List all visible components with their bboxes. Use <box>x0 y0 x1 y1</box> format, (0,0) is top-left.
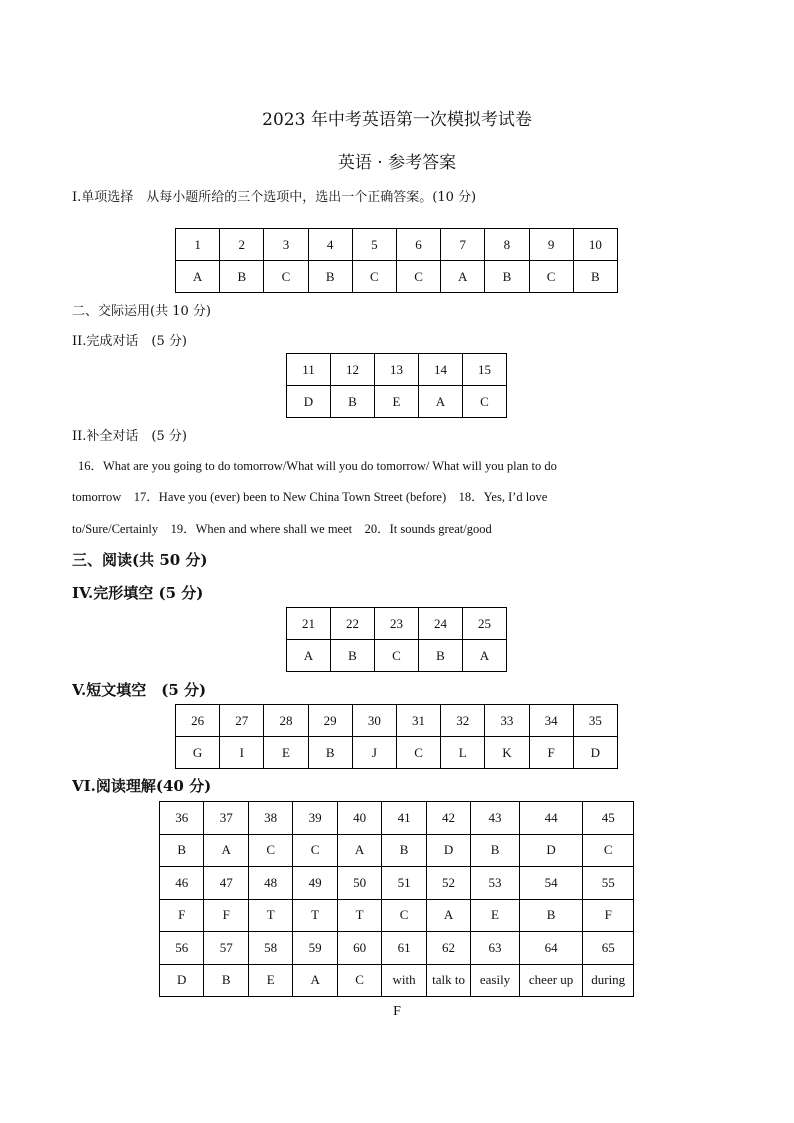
table-cell: 34 <box>529 705 573 737</box>
section2a-heading: II.完成对话 (5 分) <box>72 334 187 349</box>
table-cell: A <box>287 640 331 672</box>
table-cell: F <box>204 899 248 932</box>
table-cell: 59 <box>293 932 337 965</box>
table-cell: 5 <box>352 229 396 261</box>
table-cell: A <box>337 834 381 867</box>
table-cell: D <box>573 737 617 769</box>
table-cell: E <box>375 386 419 418</box>
table-cell: B <box>220 261 264 293</box>
table-cell: A <box>293 964 337 997</box>
table-cell: K <box>485 737 529 769</box>
table-cell: A <box>176 261 220 293</box>
table-cell: B <box>485 261 529 293</box>
page-title: 2023 年中考英语第一次模拟考试卷 <box>262 110 532 130</box>
table-cell: 32 <box>441 705 485 737</box>
table-cell: 15 <box>463 354 507 386</box>
table-cell: 55 <box>583 867 634 900</box>
section1-heading: I.单项选择 从每小题所给的三个选项中，选出一个正确答案。(10 分) <box>72 190 477 205</box>
table-cell: 2 <box>220 229 264 261</box>
table-row <box>160 867 634 900</box>
table-cell: 41 <box>382 802 426 835</box>
table-cell: T <box>293 899 337 932</box>
table-cell: T <box>337 899 381 932</box>
table-cell: B <box>308 261 352 293</box>
table-row <box>287 608 507 640</box>
table-cell: 35 <box>573 705 617 737</box>
table-cell: with <box>382 964 426 997</box>
table-cell: I <box>220 737 264 769</box>
table-row <box>160 932 634 965</box>
section2-heading: 二、交际运用(共 10 分) <box>72 304 211 319</box>
table-cell: T <box>248 899 292 932</box>
table-cell: F <box>529 737 573 769</box>
table-cell: A <box>441 261 485 293</box>
section4-heading: IV.完形填空 (5 分) <box>72 584 204 602</box>
table-cell: cheer up <box>519 964 583 997</box>
table-cell: talk to <box>426 964 470 997</box>
table-cell: 56 <box>160 932 204 965</box>
table-cell: 26 <box>176 705 220 737</box>
table-cell: 12 <box>331 354 375 386</box>
table-cell: B <box>331 640 375 672</box>
section2a-answer-table <box>286 353 507 418</box>
table-cell: F <box>583 899 634 932</box>
table-cell: C <box>396 261 440 293</box>
table-row <box>176 229 618 261</box>
table-row <box>160 834 634 867</box>
table-cell: L <box>441 737 485 769</box>
table-cell: 30 <box>352 705 396 737</box>
table-cell: B <box>308 737 352 769</box>
table-cell: 65 <box>583 932 634 965</box>
section3-heading: 三、阅读(共 50 分) <box>72 551 208 569</box>
table-cell: A <box>419 386 463 418</box>
table-cell: G <box>176 737 220 769</box>
table-cell: D <box>519 834 583 867</box>
table-cell: B <box>382 834 426 867</box>
table-cell: 44 <box>519 802 583 835</box>
table-cell: B <box>573 261 617 293</box>
section6-answer-table <box>159 801 634 997</box>
section4-answer-table <box>286 607 507 672</box>
table-cell: B <box>419 640 463 672</box>
table-cell: C <box>583 834 634 867</box>
table-cell: C <box>382 899 426 932</box>
section2b-line-2: tomorrow 17．Have you (ever) been to New China Town Street (before) 18．Yes, I’d love <box>72 490 548 504</box>
table-cell: A <box>204 834 248 867</box>
table-cell: 25 <box>463 608 507 640</box>
table-cell: 11 <box>287 354 331 386</box>
table-cell: C <box>396 737 440 769</box>
table-cell: 22 <box>331 608 375 640</box>
table-cell: C <box>463 386 507 418</box>
table-cell: 62 <box>426 932 470 965</box>
table-cell: 42 <box>426 802 470 835</box>
table-row <box>160 899 634 932</box>
page-subtitle: 英语 · 参考答案 <box>337 153 457 173</box>
table-cell: 51 <box>382 867 426 900</box>
table-row <box>160 802 634 835</box>
table-cell: 23 <box>375 608 419 640</box>
table-cell: 63 <box>471 932 520 965</box>
table-cell: C <box>264 261 308 293</box>
table-cell: C <box>529 261 573 293</box>
table-cell: 64 <box>519 932 583 965</box>
table-cell: 21 <box>287 608 331 640</box>
table-cell: 61 <box>382 932 426 965</box>
section2b-line-3: to/Sure/Certainly 19．When and where shall we meet 20．It sounds great/good <box>72 522 492 536</box>
table-cell: C <box>375 640 419 672</box>
table-cell: B <box>204 964 248 997</box>
table-cell: 38 <box>248 802 292 835</box>
table-cell: 45 <box>583 802 634 835</box>
table-cell: 1 <box>176 229 220 261</box>
table-cell: 37 <box>204 802 248 835</box>
table-cell: A <box>463 640 507 672</box>
table-cell: 9 <box>529 229 573 261</box>
section1-answer-table <box>175 228 618 293</box>
table-cell: 48 <box>248 867 292 900</box>
table-cell: easily <box>471 964 520 997</box>
table-cell: 46 <box>160 867 204 900</box>
table-row <box>160 964 634 997</box>
table-cell: 14 <box>419 354 463 386</box>
section5-answer-table <box>175 704 618 769</box>
section2b-heading: II.补全对话 (5 分) <box>72 429 187 444</box>
table-cell: 52 <box>426 867 470 900</box>
table-cell: J <box>352 737 396 769</box>
table-cell: 31 <box>396 705 440 737</box>
table-cell: E <box>471 899 520 932</box>
table-cell: D <box>287 386 331 418</box>
table-cell: 27 <box>220 705 264 737</box>
table-cell: A <box>426 899 470 932</box>
table-cell: 53 <box>471 867 520 900</box>
table-cell: 10 <box>573 229 617 261</box>
table-cell: 28 <box>264 705 308 737</box>
table-cell: C <box>293 834 337 867</box>
table-row <box>176 737 618 769</box>
table-cell: 40 <box>337 802 381 835</box>
table-cell: 57 <box>204 932 248 965</box>
table-cell: D <box>426 834 470 867</box>
table-row <box>176 261 618 293</box>
table-cell: 49 <box>293 867 337 900</box>
table-cell: C <box>248 834 292 867</box>
table-cell: B <box>331 386 375 418</box>
table-cell: F <box>160 899 204 932</box>
table-cell: 24 <box>419 608 463 640</box>
table-row <box>287 386 507 418</box>
table-cell: 60 <box>337 932 381 965</box>
table-cell: 29 <box>308 705 352 737</box>
page-number: F <box>393 1004 401 1019</box>
table-cell: E <box>264 737 308 769</box>
table-cell: 58 <box>248 932 292 965</box>
table-cell: 7 <box>441 229 485 261</box>
table-cell: B <box>471 834 520 867</box>
table-cell: B <box>519 899 583 932</box>
section6-heading: VI.阅读理解(40 分) <box>72 777 212 795</box>
table-cell: C <box>352 261 396 293</box>
table-cell: C <box>337 964 381 997</box>
table-cell: 36 <box>160 802 204 835</box>
table-cell: 54 <box>519 867 583 900</box>
table-cell: during <box>583 964 634 997</box>
table-row <box>176 705 618 737</box>
table-cell: 39 <box>293 802 337 835</box>
table-cell: E <box>248 964 292 997</box>
table-cell: 47 <box>204 867 248 900</box>
table-cell: 50 <box>337 867 381 900</box>
table-cell: D <box>160 964 204 997</box>
table-row <box>287 640 507 672</box>
section2b-line-1: 16．What are you going to do tomorrow/What will you do tomorrow/ What will you plan to do <box>78 459 557 473</box>
table-cell: 43 <box>471 802 520 835</box>
table-row <box>287 354 507 386</box>
table-cell: 8 <box>485 229 529 261</box>
table-cell: 13 <box>375 354 419 386</box>
section5-heading: V.短文填空 (5 分) <box>72 681 207 699</box>
table-cell: 6 <box>396 229 440 261</box>
table-cell: B <box>160 834 204 867</box>
table-cell: 4 <box>308 229 352 261</box>
table-cell: 33 <box>485 705 529 737</box>
table-cell: 3 <box>264 229 308 261</box>
